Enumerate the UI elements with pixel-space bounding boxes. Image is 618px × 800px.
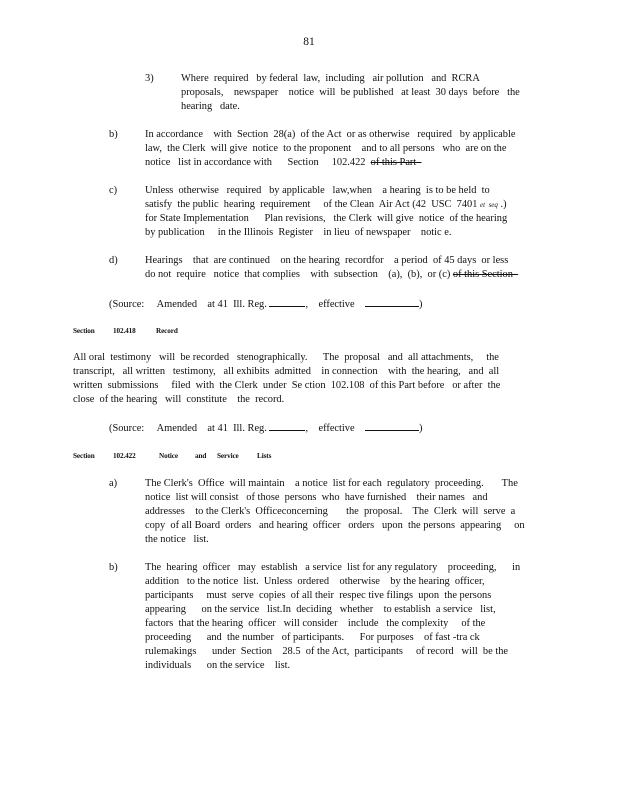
item-a2-line-4: copy of all Board orders and hearing officer orders upon the persons appearing on bbox=[145, 520, 525, 531]
section-title-word: Notice bbox=[159, 452, 178, 460]
section-number: 102.422 bbox=[113, 452, 136, 460]
source-1-effective-blank bbox=[365, 296, 419, 307]
section-title-word: Lists bbox=[257, 452, 272, 460]
item-b2-line-2: addition to the notice list. Unless ordered otherwise by the hearing officer, bbox=[145, 576, 485, 587]
section-number: 102.418 bbox=[113, 327, 136, 335]
item-c-line-3: for State Implementation Plan revisions, the Clerk will give notice of the hearing bbox=[145, 213, 508, 224]
item-d-line-2-text: do not require notice that complies with subsection (a), (b), or (c) bbox=[145, 269, 453, 280]
item-a2-line-1: The Clerk's Office will maintain a notice list for each regulatory proceeding. The bbox=[145, 478, 518, 489]
item-b2-line-1: The hearing officer may establish a service list for any regulatory proceeding, in bbox=[145, 562, 521, 573]
section-102-418-heading bbox=[73, 326, 178, 336]
source-2-effective-blank bbox=[365, 420, 419, 431]
source-2-text: (Source: Amended at 41 Ill. Reg. bbox=[109, 423, 267, 434]
item-b-line-3 bbox=[145, 156, 421, 169]
section-label: Section bbox=[73, 327, 95, 335]
item-b2-line-4: appearing on the service list.In deciding whether to establish a service list, bbox=[145, 604, 496, 615]
item-b-struck-text: of this Part bbox=[370, 157, 422, 168]
record-paragraph-line-1: All oral testimony will be recorded stenographically. The proposal and all attachments, the bbox=[73, 352, 499, 363]
item-3-label: 3) bbox=[145, 73, 154, 84]
item-b-label: b) bbox=[109, 129, 118, 140]
record-paragraph-line-3: written submissions filed with the Clerk under Se ction 102.108 of this Part before or after the bbox=[73, 380, 501, 391]
item-b2-line-5: factors that the hearing officer will consider include the complexity of the bbox=[145, 618, 486, 629]
source-2-reg-blank bbox=[269, 420, 305, 431]
item-a2-line-5: the notice list. bbox=[145, 534, 209, 545]
item-d-line-1: Hearings that are continued on the hearing recordfor a period of 45 days or less bbox=[145, 255, 509, 266]
section-title: Record bbox=[156, 327, 178, 335]
item-b2-line-3: participants must serve copies of all their respec tive filings upon the persons bbox=[145, 590, 492, 601]
item-d-label: d) bbox=[109, 255, 118, 266]
item-a2-line-3: addresses to the Clerk's Officeconcerning the proposal. The Clerk will serve a bbox=[145, 506, 516, 517]
item-c-line-2-end: .) bbox=[497, 199, 507, 210]
page-number: 81 bbox=[303, 36, 315, 48]
item-3-line-1: Where required by federal law, including air pollution and RCRA bbox=[181, 73, 480, 84]
source-1-close: ) bbox=[419, 299, 423, 310]
section-title-word: Service bbox=[217, 452, 239, 460]
item-c-line-2-text: satisfy the public hearing requirement of the Clean Air Act (42 USC 7401 bbox=[145, 199, 481, 210]
source-1-text: (Source: Amended at 41 Ill. Reg. bbox=[109, 299, 267, 310]
source-note-1 bbox=[109, 296, 422, 311]
source-1-comma: , bbox=[305, 299, 309, 310]
item-b-line-1: In accordance with Section 28(a) of the Act or as otherwise required by applicable bbox=[145, 129, 516, 140]
item-b-line-2: law, the Clerk will give notice to the proponent and to all persons who are on the bbox=[145, 143, 507, 154]
item-b2-line-6: proceeding and the number of participants. For purposes of fast -tra ck bbox=[145, 632, 480, 643]
item-c-line-2 bbox=[145, 198, 507, 212]
section-title-word: and bbox=[195, 452, 207, 460]
item-3-line-2: proposals, newspaper notice will be published at least 30 days before the bbox=[181, 87, 520, 98]
item-b2-line-7: rulemakings under Section 28.5 of the Act, participants of record will be the bbox=[145, 646, 509, 657]
source-2-comma: , bbox=[305, 423, 309, 434]
item-d-struck-text: of this Section bbox=[452, 269, 519, 280]
item-a2-label: a) bbox=[109, 478, 118, 489]
section-label: Section bbox=[73, 452, 95, 460]
item-b2-line-8: individuals on the service list. bbox=[145, 660, 291, 671]
item-d-line-2 bbox=[145, 268, 518, 281]
source-1-reg-blank bbox=[269, 296, 305, 307]
item-3-line-3: hearing date. bbox=[181, 101, 240, 112]
source-2-close: ) bbox=[419, 423, 423, 434]
item-b-line-3-text: notice list in accordance with Section 102.422 bbox=[145, 157, 371, 168]
source-2-effective: effective bbox=[318, 423, 355, 434]
item-c-label: c) bbox=[109, 185, 118, 196]
record-paragraph-line-2: transcript, all written testimony, all exhibits admitted in connection with the hearing, and all bbox=[73, 366, 500, 377]
source-note-2 bbox=[109, 420, 422, 435]
item-a2-line-2: notice list will consist of those persons who have furnished their names and bbox=[145, 492, 488, 503]
item-c-line-4: by publication in the Illinois Register in lieu of newspaper notic e. bbox=[145, 227, 452, 238]
record-paragraph-line-4: close of the hearing will constitute the record. bbox=[73, 394, 285, 405]
section-102-422-heading bbox=[73, 451, 271, 461]
item-c-et-seq: et seq bbox=[480, 201, 498, 209]
source-1-effective: effective bbox=[318, 299, 355, 310]
item-b2-label: b) bbox=[109, 562, 118, 573]
item-c-line-1: Unless otherwise required by applicable law,when a hearing is to be held to bbox=[145, 185, 490, 196]
